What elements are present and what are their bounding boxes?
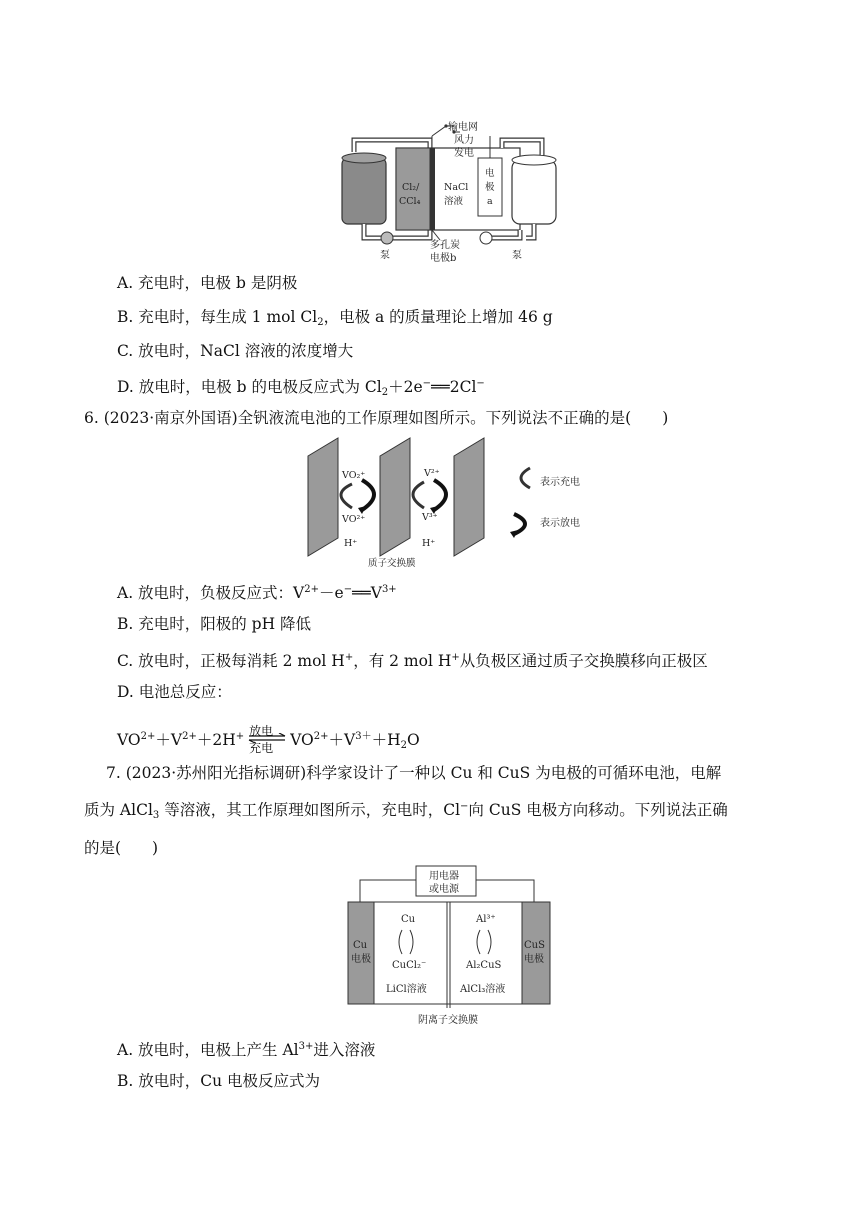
q5-option-b: B. 充电时，每生成 1 mol $Cl_2$，电极 a 的质量理论上增加 46 g	[117, 308, 553, 328]
q5-option-d: D. 放电时，电极 b 的电极反应式为 $Cl_2+2e^-══2Cl^-$	[117, 378, 485, 398]
label-cu-top: Cu	[401, 914, 416, 925]
label-eb2: 电极b	[430, 253, 457, 264]
label-pump-right: 泵	[512, 250, 522, 261]
cus-electrode	[522, 902, 550, 1004]
charge-arrow-left	[341, 484, 352, 508]
discharge-arrow-left	[362, 480, 374, 510]
vanadium-battery-diagram	[302, 436, 602, 570]
legend-charge: 表示充电	[540, 477, 580, 488]
label-cu-bot: CuCl₂⁻	[392, 960, 427, 971]
label-al-bot: Al₂CuS	[466, 960, 502, 971]
discharge-arrow-right	[434, 480, 446, 510]
flow-battery-diagram	[336, 118, 562, 266]
q6-stem: 6. (2023·南京外国语)全钒液流电池的工作原理如图所示。下列说法不正确的是( )	[84, 409, 669, 427]
label-eb1: 多孔炭	[430, 240, 460, 251]
q5-option-c: C. 放电时，NaCl 溶液的浓度增大	[117, 342, 354, 360]
label-ea2: 极	[485, 182, 495, 193]
label-grid: 输电网	[448, 122, 478, 133]
label-vo2plus: VO₂⁺	[342, 470, 366, 481]
electrode-right	[454, 438, 484, 556]
cu-cus-battery-diagram	[344, 860, 554, 1028]
label-cu1: Cu	[353, 940, 368, 951]
electrode-left	[308, 438, 338, 556]
q7-stem: 7. (2023·苏州阳光指标调研)科学家设计了一种以 Cu 和 CuS 为电极的可循环电池，电解 质为 AlCl$_3$ 等溶液，其工作原理如图所示，充电时，Cl−向 CuS 电极方向移动。下列说法正确 的是( )	[84, 764, 728, 857]
label-membrane: 质子交换膜	[368, 558, 416, 569]
q6-equation: $VO^{2+}+V^{2+}+2H^+$ 放电 充电 $VO^{2+}+V^{3+}+H_2O$	[117, 724, 420, 755]
cu-electrode	[348, 902, 374, 1004]
label-v3: V³⁺	[422, 512, 438, 523]
right-tank	[512, 160, 556, 224]
q6-option-c: C. 放电时，正极每消耗 2 mol H+，有 2 mol H+从负极区通过质子交换膜移向正极区	[117, 652, 708, 670]
label-ccl4: CCl₄	[399, 196, 421, 207]
label-al-top: Al³⁺	[476, 914, 496, 925]
label-cu2: 电极	[351, 954, 371, 965]
membrane-plate	[380, 438, 410, 556]
label-licl: LiCl溶液	[386, 984, 427, 995]
label-alcl3: AlCl₃溶液	[460, 984, 506, 995]
porous-carbon-electrode-b	[430, 148, 435, 230]
label-h1: H⁺	[344, 538, 358, 549]
q6-option-b: B. 充电时，阳极的 pH 降低	[117, 615, 312, 633]
label-nacl1: NaCl	[444, 182, 469, 193]
label-device2: 或电源	[429, 884, 459, 895]
label-v2: V²⁺	[424, 468, 440, 479]
label-cl2: Cl₂/	[402, 182, 420, 193]
left-tank	[342, 158, 386, 224]
label-wind1: 风力	[454, 135, 474, 146]
label-vo2p2: VO²⁺	[342, 514, 366, 525]
legend-discharge: 表示放电	[540, 518, 580, 529]
q6-option-a: A. 放电时，负极反应式：$V^{2+}-e^-══V^{3+}$	[117, 584, 397, 602]
label-wind2: 发电	[454, 148, 474, 159]
charge-arrow-right	[413, 482, 424, 508]
label-nacl2: 溶液	[444, 196, 464, 207]
q7-option-b: B. 放电时，Cu 电极反应式为	[117, 1072, 321, 1090]
label-membrane: 阴离子交换膜	[418, 1015, 478, 1026]
label-ea1: 电	[485, 168, 495, 179]
label-cus2: 电极	[524, 954, 544, 965]
label-ea3: a	[487, 196, 493, 207]
label-device1: 用电器	[429, 871, 459, 882]
right-pump-icon	[480, 232, 492, 244]
reversible-arrow: 放电 充电	[247, 727, 287, 749]
q7-option-a: A. 放电时，电极上产生 $Al^{3+}$进入溶液	[117, 1041, 376, 1059]
q6-option-d: D. 电池总反应：	[117, 683, 232, 701]
q5-option-a: A. 充电时，电极 b 是阴极	[117, 274, 298, 292]
label-pump-left: 泵	[380, 250, 390, 261]
label-cus1: CuS	[524, 940, 545, 951]
legend-charge-icon	[521, 468, 530, 488]
label-h2: H⁺	[422, 538, 436, 549]
left-pump-icon	[381, 232, 393, 244]
